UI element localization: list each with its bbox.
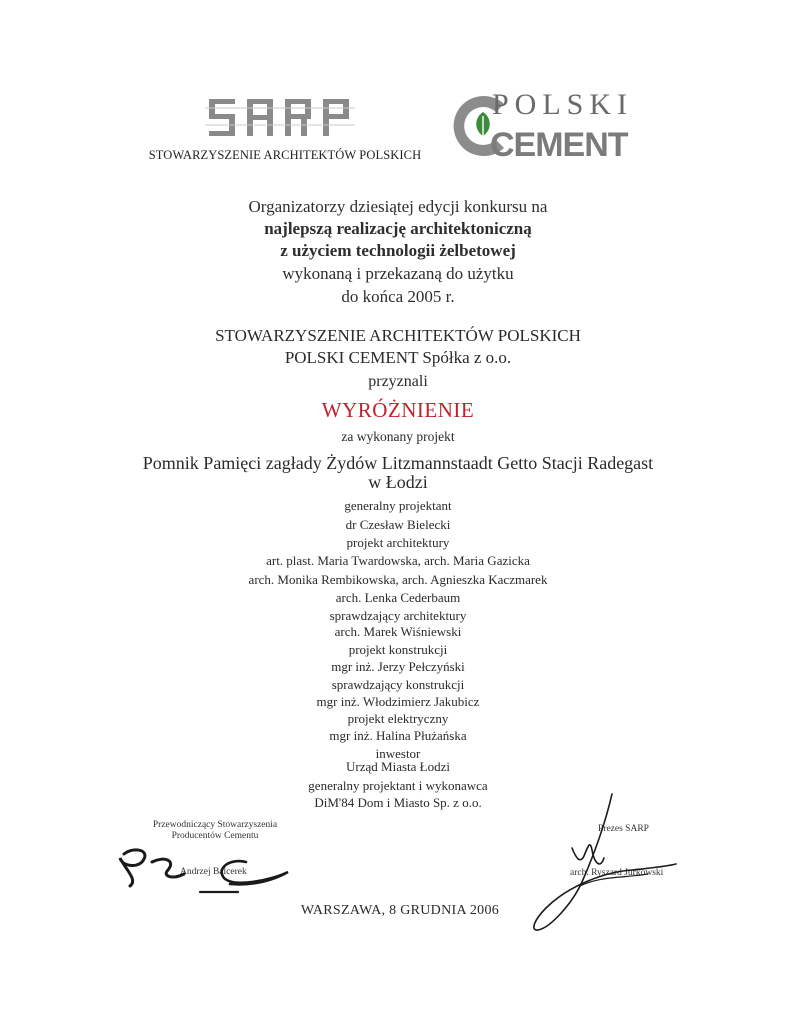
for-project-text: za wykonany projekt — [341, 429, 455, 444]
intro-line-5: do końca 2005 r. — [341, 287, 455, 306]
credit-line: projekt konstrukcji — [348, 642, 448, 657]
credit-line: Urząd Miasta Łodzi — [346, 759, 450, 774]
place-and-date: WARSZAWA, 8 GRUDNIA 2006 — [300, 903, 500, 918]
left-handwritten-signature — [112, 840, 302, 898]
intro-line-1: Organizatorzy dziesiątej edycji konkursu na — [248, 197, 548, 216]
credit-line: generalny projektant i wykonawca — [308, 778, 488, 793]
cement-logo-bottom-word: CEMENT — [490, 126, 628, 164]
credit-line: mgr inż. Włodzimierz Jakubicz — [316, 694, 480, 709]
left-signatory-name: Andrzej Balcerek — [180, 867, 247, 877]
credit-line: generalny projektant — [344, 498, 452, 513]
credit-line: projekt architektury — [346, 535, 450, 550]
credit-line: projekt elektryczny — [347, 711, 449, 726]
sarp-caption: STOWARZYSZENIE ARCHITEKTÓW POLSKICH — [148, 148, 422, 162]
organizer-line-1: STOWARZYSZENIE ARCHITEKTÓW POLSKICH — [215, 326, 581, 345]
right-signatory-name: arch. Ryszard Jurkowski — [570, 868, 664, 878]
project-title-line-1: Pomnik Pamięci zagłady Żydów Litzmannstaadt Getto Stacji Radegast — [142, 453, 654, 473]
intro-line-2: najlepszą realizację architektoniczną — [264, 219, 532, 238]
cement-logo-top-word: POLSKI — [492, 88, 634, 121]
credit-line: arch. Marek Wiśniewski — [334, 624, 462, 639]
organizer-line-2: POLSKI CEMENT Spółka z o.o. — [284, 348, 512, 367]
credit-line: arch. Lenka Cederbaum — [335, 590, 461, 605]
right-handwritten-signature — [520, 790, 680, 935]
sarp-logo — [205, 95, 355, 141]
credit-line: mgr inż. Jerzy Pełczyński — [331, 659, 465, 674]
credit-line: art. plast. Maria Twardowska, arch. Maria Gazicka — [266, 553, 530, 568]
intro-line-4: wykonaną i przekazaną do użytku — [282, 264, 514, 283]
project-title-line-2: w Łodzi — [368, 472, 428, 492]
credit-line: mgr inż. Halina Płużańska — [329, 728, 467, 743]
credit-line: sprawdzający konstrukcji — [331, 677, 465, 692]
credit-line: dr Czesław Bielecki — [345, 517, 451, 532]
intro-line-3: z użyciem technologii żelbetowej — [280, 241, 516, 260]
credit-line: DiM'84 Dom i Miasto Sp. z o.o. — [314, 795, 482, 810]
credit-line: sprawdzający architektury — [329, 608, 467, 623]
polski-cement-logo — [444, 88, 634, 164]
award-title: WYRÓŻNIENIE — [321, 398, 475, 422]
left-signatory-title-2: Producentów Cementu — [171, 831, 259, 841]
right-signatory-title: Prezes SARP — [598, 824, 649, 834]
credit-line: inwestor — [375, 746, 421, 761]
credit-line: arch. Monika Rembikowska, arch. Agnieszka Kaczmarek — [248, 572, 548, 587]
left-signatory-title-1: Przewodniczący Stowarzyszenia — [152, 820, 278, 830]
awarded-text: przyznali — [368, 373, 428, 390]
